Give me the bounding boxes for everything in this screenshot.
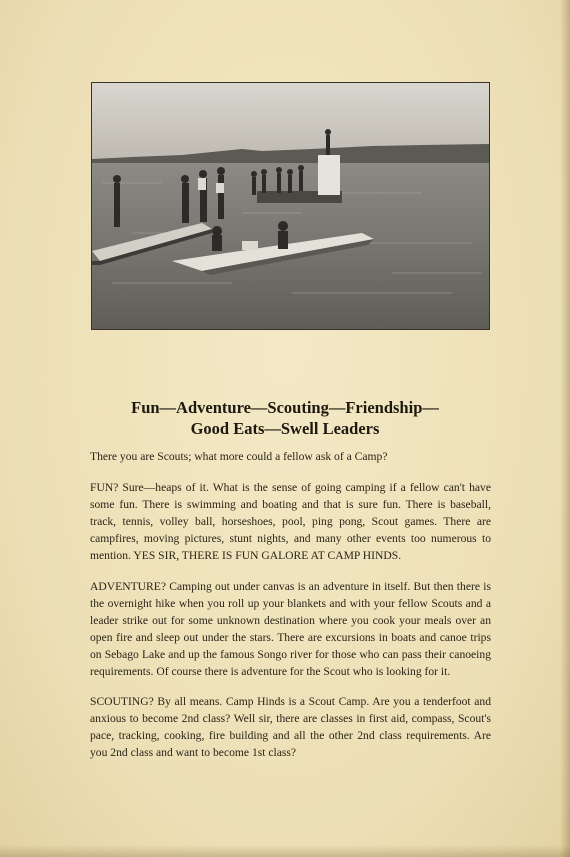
adventure-paragraph: ADVENTURE? Camping out under canvas is an adventure in itself. But then there is the overnight hike when you roll up your blankets and with your fellow Scouts and a leader strike out for some unknown destination where you cook your meals over an open fire and sleep out under the stars. There are excursions in boats and canoe trips on Sebago Lake and up the famous Songo river for those who can pass their canoeing requirements. Of course there is adventure for the Scout who is looking for it. xyxy=(90,579,491,679)
page-edge-shadow xyxy=(560,0,570,857)
headline xyxy=(60,397,510,439)
body-text xyxy=(90,448,491,775)
headline-line-1: Fun—Adventure—Scouting—Friendship— xyxy=(131,398,439,417)
scouting-paragraph: SCOUTING? By all means. Camp Hinds is a Scout Camp. Are you a tenderfoot and anxious to become 2nd class? Well sir, there are classes in first aid, compass, Scout's pace, tracking, cooking, fire building and all the other 2nd class requirements. Are you 2nd class and want to become 1st class? xyxy=(90,695,491,760)
intro-paragraph: There you are Scouts; what more could a fellow ask of a Camp? xyxy=(90,450,388,463)
page-bottom-shadow xyxy=(0,845,570,857)
lake-swimming-photo xyxy=(91,82,490,330)
fun-paragraph: FUN? Sure—heaps of it. What is the sense of going camping if a fellow can't have some fun. There is swimming and boating and that is sure fun. There is baseball, track, tennis, volley ball, horseshoes, pool, ping pong, Scout games. There are campfires, moving pictures, stunt nights, and many other events too numerous to mention. YES SIR, THERE IS FUN GALORE AT CAMP HINDS. xyxy=(90,481,491,563)
headline-line-2: Good Eats—Swell Leaders xyxy=(190,419,380,438)
